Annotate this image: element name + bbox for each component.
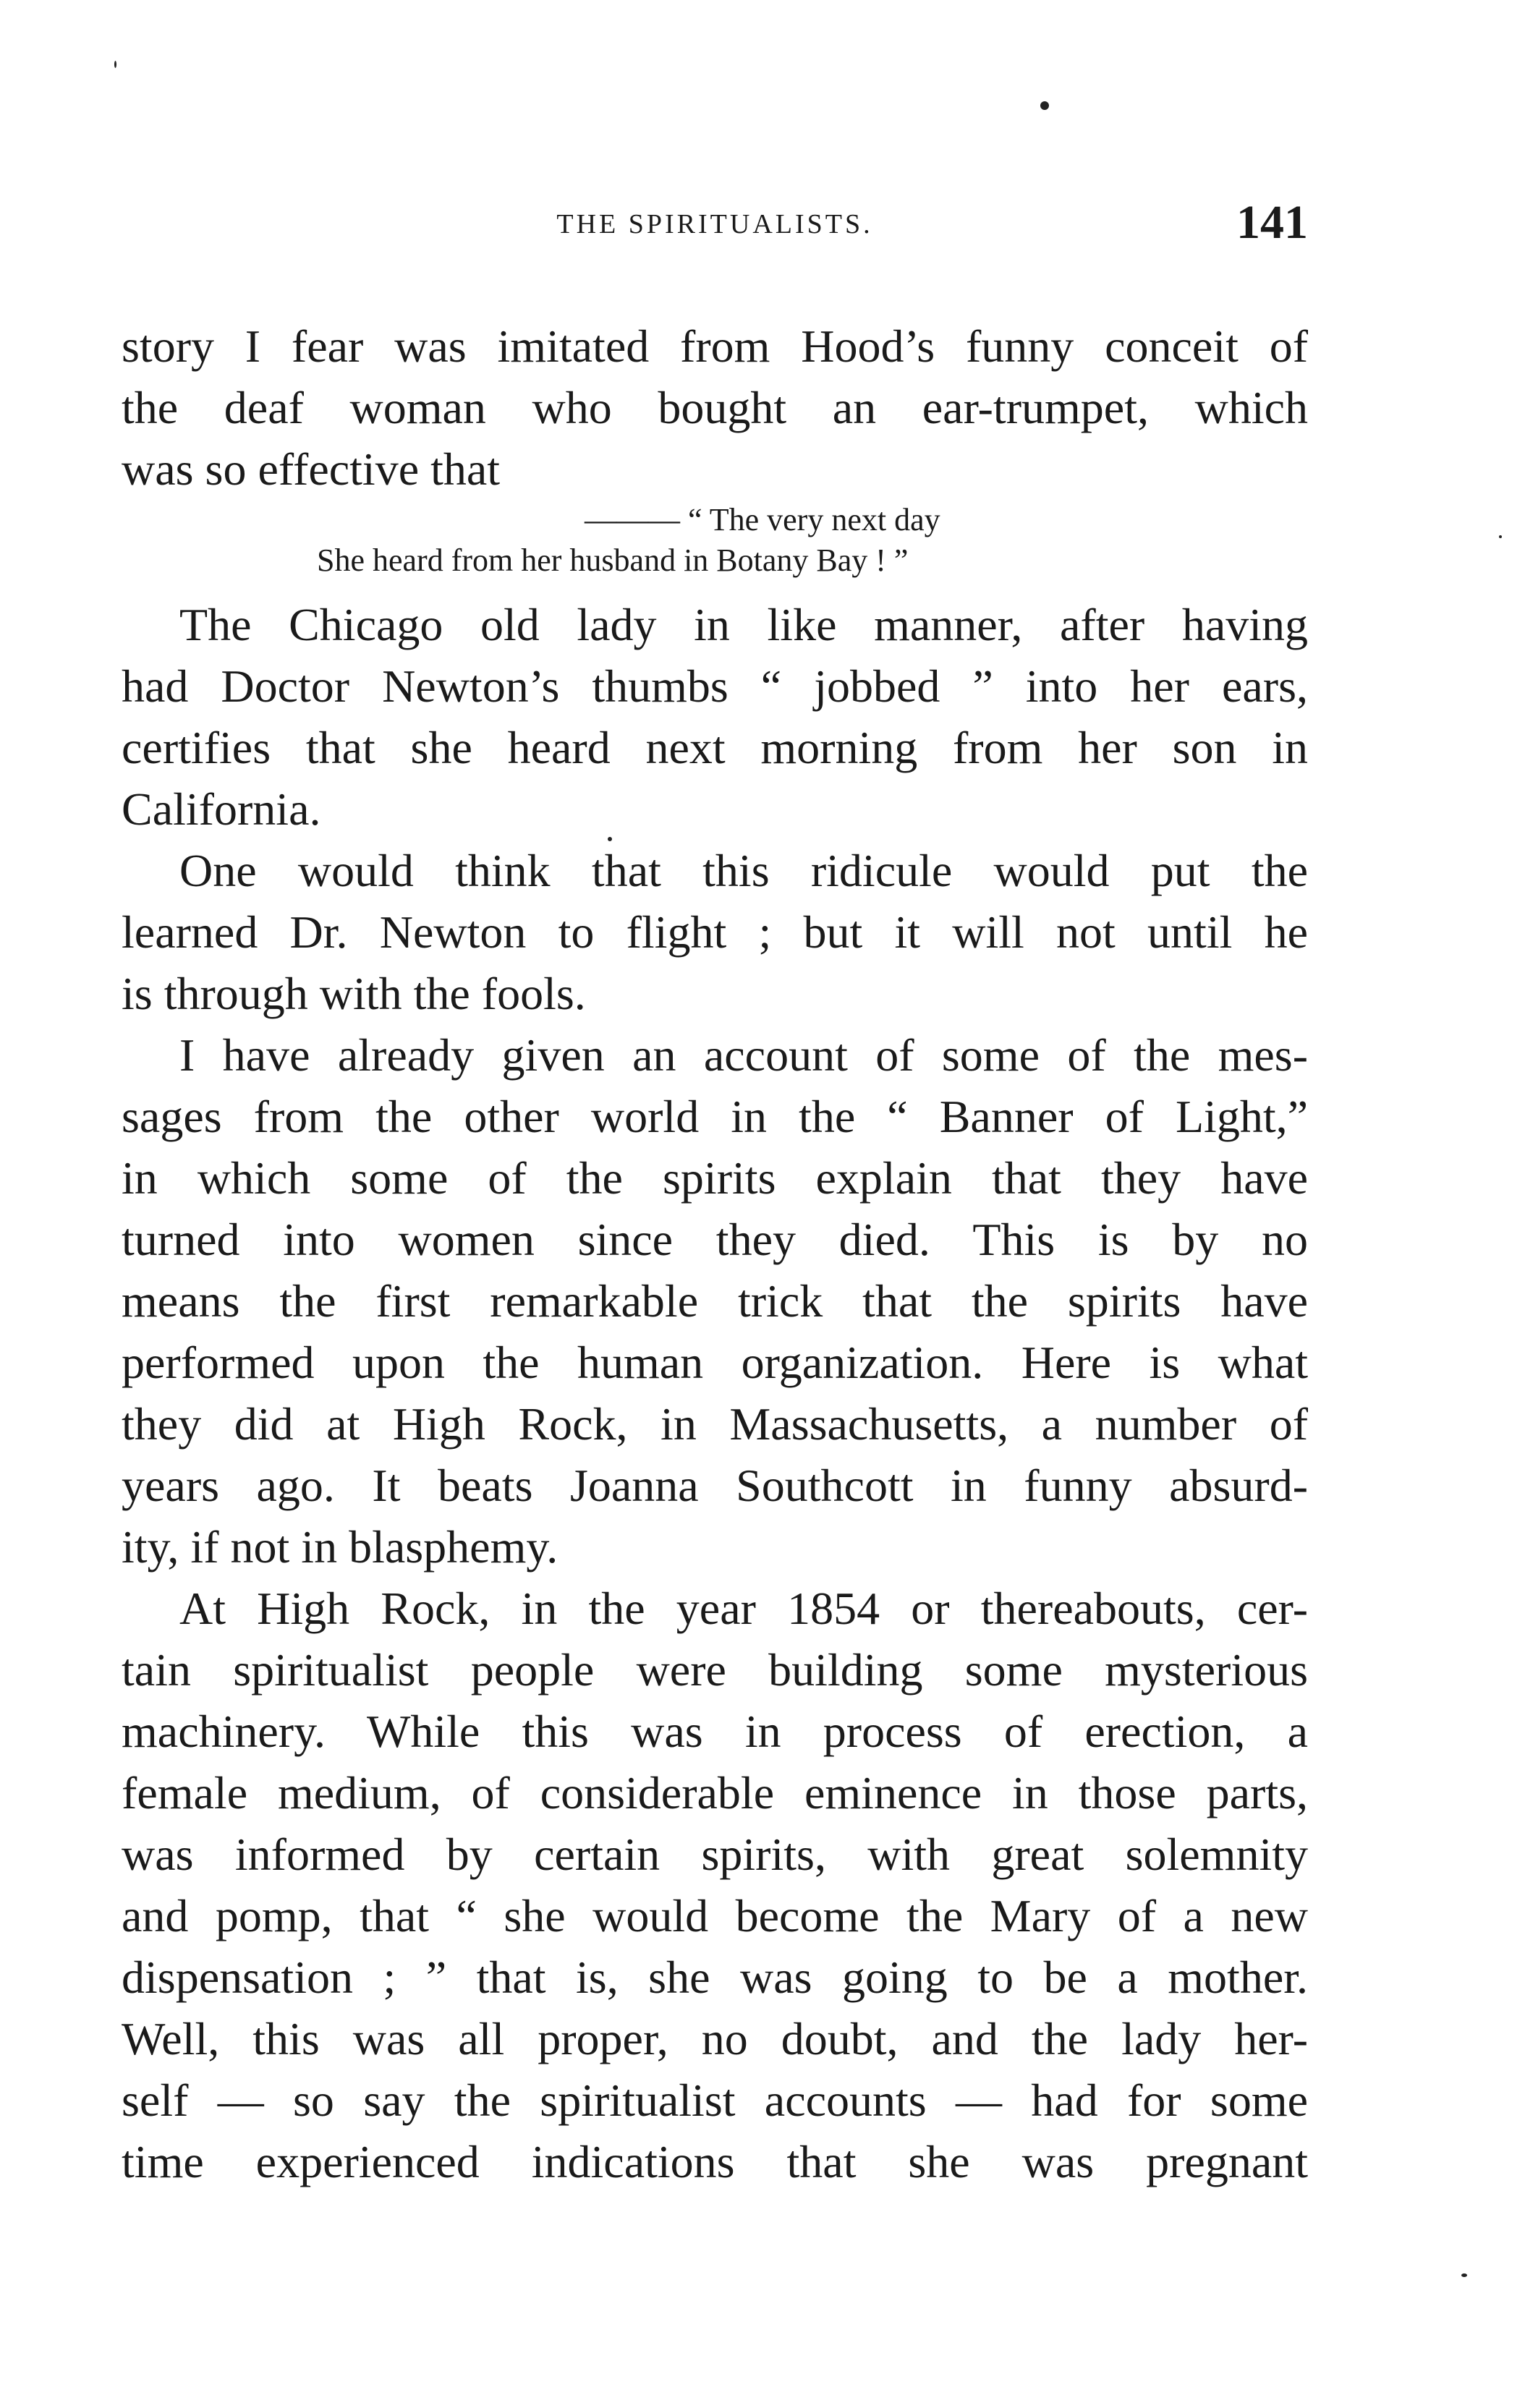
text-line: is through with the fools. [122, 968, 586, 1019]
text-line: time experienced indications that she was pregnant [122, 2136, 1308, 2187]
text-line: tain spiritualist people were building some mysterious [122, 1644, 1308, 1696]
text-line: machinery. While this was in process of erection, a [122, 1706, 1308, 1757]
text-line: At High Rock, in the year 1854 or thereabouts, cer- [179, 1583, 1308, 1634]
text-line: California. [122, 783, 321, 835]
text-line: I have already given an account of some of the mes- [179, 1029, 1308, 1081]
text-line: was so effective that [122, 443, 501, 495]
paragraph-gap [122, 581, 1308, 594]
text-line: The Chicago old lady in like manner, after having [179, 599, 1308, 650]
ink-speck [114, 61, 116, 68]
ink-speck [1499, 535, 1502, 538]
text-line: years ago. It beats Joanna Southcott in funny absurd- [122, 1460, 1308, 1511]
page-header [122, 195, 1308, 260]
text-line: story I fear was imitated from Hood’s funny conceit of [122, 320, 1308, 372]
page-number: 141 [1236, 196, 1308, 249]
text-line: in which some of the spirits explain that they have [122, 1152, 1308, 1204]
ink-speck [1461, 2273, 1467, 2277]
ink-speck [1040, 101, 1049, 110]
text-line: was informed by certain spirits, with great solemnity [122, 1829, 1308, 1880]
text-line: performed upon the human organization. Here is what [122, 1337, 1308, 1388]
text-line: Well, this was all proper, no doubt, and the lady her- [122, 2013, 1308, 2064]
text-line: learned Dr. Newton to flight ; but it will not until he [122, 906, 1308, 958]
body-text [122, 315, 1308, 2192]
text-line: the deaf woman who bought an ear-trumpet, which [122, 382, 1308, 433]
text-line: they did at High Rock, in Massachusetts, a number of [122, 1398, 1308, 1450]
text-line: ity, if not in blasphemy. [122, 1521, 558, 1573]
text-line: One would think that this ridicule would put the [179, 845, 1308, 896]
text-line: certifies that she heard next morning from her son in [122, 722, 1308, 773]
text-line: had Doctor Newton’s thumbs “ jobbed ” into her ears, [122, 660, 1308, 712]
text-line: sages from the other world in the “ Banner of Light,” [122, 1091, 1308, 1142]
text-line: and pomp, that “ she would become the Mary of a new [122, 1890, 1308, 1941]
verse-quote-line: ——— “ The very next day [585, 502, 940, 537]
text-line: self — so say the spiritualist accounts — had for some [122, 2075, 1308, 2126]
text-line: means the first remarkable trick that the spirits have [122, 1275, 1308, 1327]
text-line: dispensation ; ” that is, she was going to be a mother. [122, 1952, 1308, 2003]
text-line: turned into women since they died. This is by no [122, 1214, 1308, 1265]
text-line: female medium, of considerable eminence in those parts, [122, 1767, 1308, 1818]
running-head: THE SPIRITUALISTS. [556, 209, 873, 239]
verse-quote-line: She heard from her husband in Botany Bay ! ” [317, 543, 909, 578]
